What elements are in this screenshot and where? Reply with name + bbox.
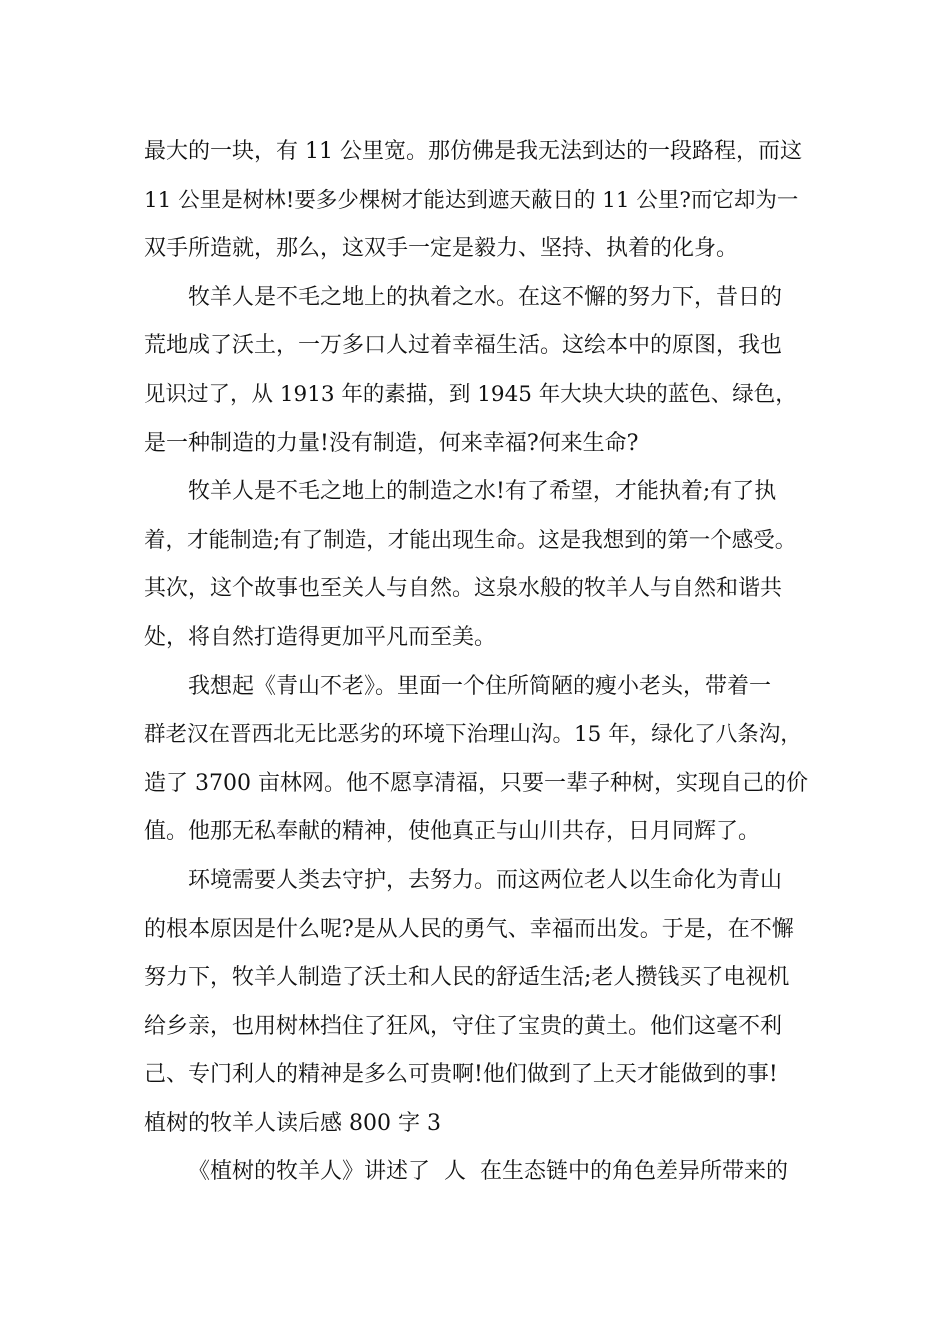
- text-line-20: 己、专门利人的精神是多么可贵啊!他们做到了上天才能做到的事!: [144, 1062, 778, 1088]
- text-line-3: 双手所造就，那么，这双手一定是毅力、坚持、执着的化身。: [144, 236, 739, 262]
- text-line-22: 《植树的牧羊人》讲述了 人 在生态链中的角色差异所带来的: [188, 1159, 788, 1185]
- text-line-6: 见识过了，从 1913 年的素描，到 1945 年大块大块的蓝色、绿色，: [144, 381, 797, 407]
- text-line-2: 11 公里是树林!要多少棵树才能达到遮天蔽日的 11 公里?而它却为一: [144, 187, 799, 213]
- section-heading: 植树的牧羊人读后感 800 字 3: [144, 1110, 441, 1136]
- text-line-10: 其次，这个故事也至关人与自然。这泉水般的牧羊人与自然和谐共: [144, 576, 783, 602]
- text-line-7: 是一种制造的力量!没有制造，何来幸福?何来生命?: [144, 430, 639, 456]
- text-line-19: 给乡亲，也用树林挡住了狂风，守住了宝贵的黄土。他们这毫不利: [144, 1013, 783, 1039]
- text-line-9: 着，才能制造;有了制造，才能出现生命。这是我想到的第一个感受。: [144, 527, 797, 553]
- text-line-15: 值。他那无私奉献的精神，使他真正与山川共存，日月同辉了。: [144, 819, 761, 845]
- text-line-8: 牧羊人是不毛之地上的制造之水!有了希望，才能执着;有了执: [188, 479, 777, 505]
- text-line-16: 环境需要人类去守护，去努力。而这两位老人以生命化为青山: [188, 867, 783, 893]
- text-line-17: 的根本原因是什么呢?是从人民的勇气、幸福而出发。于是，在不懈: [144, 916, 794, 942]
- text-line-4: 牧羊人是不毛之地上的执着之水。在这不懈的努力下，昔日的: [188, 284, 783, 310]
- text-line-12: 我想起《青山不老》。里面一个住所简陋的瘦小老头，带着一: [188, 673, 772, 699]
- text-line-13: 群老汉在晋西北无比恶劣的环境下治理山沟。15 年，绿化了八条沟，: [144, 722, 802, 748]
- text-line-5: 荒地成了沃土，一万多口人过着幸福生活。这绘本中的原图，我也: [144, 333, 783, 359]
- text-line-11: 处，将自然打造得更加平凡而至美。: [144, 624, 497, 650]
- document-body: [144, 128, 810, 1197]
- text-line-1: 最大的一块，有 11 公里宽。那仿佛是我无法到达的一段路程，而这: [144, 139, 802, 164]
- text-line-18: 努力下，牧羊人制造了沃土和人民的舒适生活;老人攒钱买了电视机: [144, 965, 790, 991]
- text-line-14: 造了 3700 亩林网。他不愿享清福，只要一辈子种树，实现自己的价: [144, 770, 808, 796]
